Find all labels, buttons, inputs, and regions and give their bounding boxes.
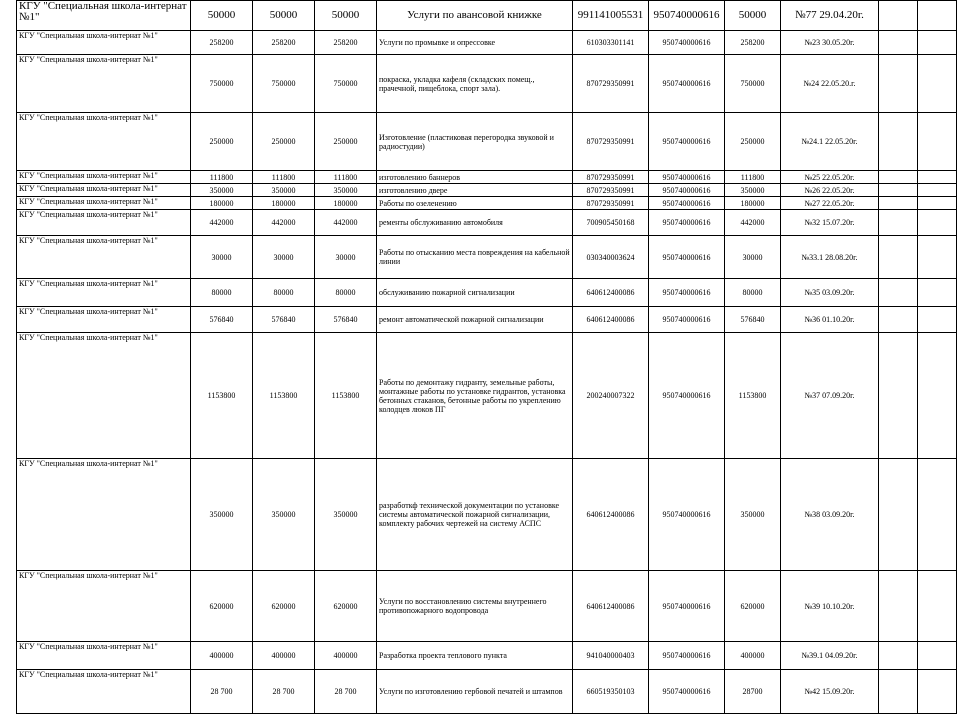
table-row — [17, 1, 957, 31]
document-number-cell: №25 22.05.20г. — [781, 171, 879, 184]
document-number-cell: №35 03.09.20г. — [781, 279, 879, 307]
total-amount-cell: 250000 — [725, 113, 781, 171]
table-row — [17, 571, 957, 642]
empty-cell — [879, 571, 918, 642]
organization-cell: КГУ "Специальная школа-интернат №1" — [17, 307, 191, 333]
organization-cell: КГУ "Специальная школа-интернат №1" — [17, 459, 191, 571]
document-number-cell: №26 22.05.20г. — [781, 184, 879, 197]
amount-paid-cell: 750000 — [315, 55, 377, 113]
amount-paid-cell: 400000 — [315, 642, 377, 670]
empty-cell — [879, 670, 918, 714]
empty-cell — [918, 197, 957, 210]
supplier-bin-cell: 640612400086 — [573, 459, 649, 571]
empty-cell — [918, 571, 957, 642]
empty-cell — [918, 55, 957, 113]
amount-contract-cell: 442000 — [253, 210, 315, 236]
amount-paid-cell: 250000 — [315, 113, 377, 171]
service-description-cell: Услуги по восстановлению системы внутреннего противопожарного водопровода — [377, 571, 573, 642]
empty-cell — [918, 184, 957, 197]
empty-cell — [879, 113, 918, 171]
amount-contract-cell: 576840 — [253, 307, 315, 333]
customer-bin-cell: 950740000616 — [649, 31, 725, 55]
supplier-bin-cell: 941040000403 — [573, 642, 649, 670]
amount-contract-cell: 258200 — [253, 31, 315, 55]
supplier-bin-cell: 870729350991 — [573, 197, 649, 210]
amount-paid-cell: 50000 — [315, 1, 377, 31]
amount-contract-cell: 28 700 — [253, 670, 315, 714]
service-description-cell: Услуги по промывке и опрессовке — [377, 31, 573, 55]
document-number-cell: №77 29.04.20г. — [781, 1, 879, 31]
supplier-bin-cell: 030340003624 — [573, 236, 649, 279]
empty-cell — [918, 279, 957, 307]
organization-cell: КГУ "Специальная школа-интернат №1" — [17, 113, 191, 171]
table-row — [17, 670, 957, 714]
empty-cell — [918, 459, 957, 571]
empty-cell — [918, 670, 957, 714]
empty-cell — [918, 210, 957, 236]
amount-planned-cell: 442000 — [191, 210, 253, 236]
table-row — [17, 210, 957, 236]
total-amount-cell: 258200 — [725, 31, 781, 55]
empty-cell — [879, 1, 918, 31]
empty-cell — [879, 184, 918, 197]
service-description-cell: покраска, укладка кафеля (складских помещ., прачечной, пищеблока, спорт зала). — [377, 55, 573, 113]
empty-cell — [879, 171, 918, 184]
service-description-cell: ременты обслуживанию автомобиля — [377, 210, 573, 236]
amount-planned-cell: 250000 — [191, 113, 253, 171]
amount-contract-cell: 180000 — [253, 197, 315, 210]
amount-planned-cell: 50000 — [191, 1, 253, 31]
customer-bin-cell: 950740000616 — [649, 571, 725, 642]
customer-bin-cell: 950740000616 — [649, 333, 725, 459]
supplier-bin-cell: 640612400086 — [573, 279, 649, 307]
amount-planned-cell: 180000 — [191, 197, 253, 210]
empty-cell — [879, 210, 918, 236]
service-description-cell: Работы по отысканию места повреждения на кабельной линии — [377, 236, 573, 279]
empty-cell — [879, 197, 918, 210]
document-number-cell: №37 07.09.20г. — [781, 333, 879, 459]
organization-cell: КГУ "Специальная школа-интернат №1" — [17, 171, 191, 184]
total-amount-cell: 28700 — [725, 670, 781, 714]
document-number-cell: №27 22.05.20г. — [781, 197, 879, 210]
empty-cell — [918, 171, 957, 184]
amount-planned-cell: 258200 — [191, 31, 253, 55]
service-description-cell: ремонт автоматической пожарной сигнализации — [377, 307, 573, 333]
organization-cell: КГУ "Специальная школа-интернат №1" — [17, 55, 191, 113]
service-description-cell: Услуги по изготовлению гербовой печатей и штампов — [377, 670, 573, 714]
customer-bin-cell: 950740000616 — [649, 307, 725, 333]
organization-cell: КГУ "Специальная школа-интернат №1" — [17, 184, 191, 197]
table-body — [17, 1, 957, 714]
empty-cell — [918, 642, 957, 670]
organization-cell: КГУ "Специальная школа-интернат №1" — [17, 31, 191, 55]
supplier-bin-cell: 870729350991 — [573, 184, 649, 197]
customer-bin-cell: 950740000616 — [649, 459, 725, 571]
supplier-bin-cell: 610303301141 — [573, 31, 649, 55]
organization-cell: КГУ "Специальная школа-интернат №1" — [17, 279, 191, 307]
amount-paid-cell: 80000 — [315, 279, 377, 307]
amount-paid-cell: 350000 — [315, 184, 377, 197]
amount-contract-cell: 400000 — [253, 642, 315, 670]
supplier-bin-cell: 640612400086 — [573, 307, 649, 333]
amount-contract-cell: 111800 — [253, 171, 315, 184]
total-amount-cell: 400000 — [725, 642, 781, 670]
amount-contract-cell: 620000 — [253, 571, 315, 642]
service-description-cell: Изготовление (пластиковая перегородка звуковой и радиостудии) — [377, 113, 573, 171]
amount-paid-cell: 576840 — [315, 307, 377, 333]
service-description-cell: разработкф технической документации по установке системы автоматической пожарной сигнализации, комплекту рабочих чертежей на систему АСПС — [377, 459, 573, 571]
supplier-bin-cell: 870729350991 — [573, 113, 649, 171]
table-row — [17, 307, 957, 333]
total-amount-cell: 620000 — [725, 571, 781, 642]
amount-paid-cell: 111800 — [315, 171, 377, 184]
organization-cell: КГУ "Специальная школа-интернат №1" — [17, 210, 191, 236]
supplier-bin-cell: 200240007322 — [573, 333, 649, 459]
organization-cell: КГУ "Специальная школа-интернат №1" — [17, 571, 191, 642]
empty-cell — [918, 1, 957, 31]
service-description-cell: обслуживанию пожарной сигнализации — [377, 279, 573, 307]
organization-cell: КГУ "Специальная школа-интернат №1" — [17, 670, 191, 714]
empty-cell — [879, 333, 918, 459]
amount-contract-cell: 50000 — [253, 1, 315, 31]
service-description-cell: изготовлению двере — [377, 184, 573, 197]
amount-planned-cell: 80000 — [191, 279, 253, 307]
table-row — [17, 459, 957, 571]
empty-cell — [879, 236, 918, 279]
customer-bin-cell: 950740000616 — [649, 236, 725, 279]
customer-bin-cell: 950740000616 — [649, 1, 725, 31]
document-number-cell: №39 10.10.20г. — [781, 571, 879, 642]
amount-planned-cell: 30000 — [191, 236, 253, 279]
empty-cell — [879, 307, 918, 333]
amount-planned-cell: 350000 — [191, 184, 253, 197]
table-row — [17, 184, 957, 197]
table-row — [17, 642, 957, 670]
total-amount-cell: 350000 — [725, 459, 781, 571]
total-amount-cell: 1153800 — [725, 333, 781, 459]
organization-cell: КГУ "Специальная школа-интернат №1" — [17, 642, 191, 670]
organization-cell: КГУ "Специальная школа-интернат №1" — [17, 236, 191, 279]
total-amount-cell: 576840 — [725, 307, 781, 333]
amount-contract-cell: 80000 — [253, 279, 315, 307]
customer-bin-cell: 950740000616 — [649, 171, 725, 184]
total-amount-cell: 750000 — [725, 55, 781, 113]
supplier-bin-cell: 991141005531 — [573, 1, 649, 31]
empty-cell — [918, 31, 957, 55]
empty-cell — [918, 333, 957, 459]
organization-cell: КГУ "Специальная школа-интернат №1" — [17, 1, 191, 31]
total-amount-cell: 180000 — [725, 197, 781, 210]
service-description-cell: Разработка проекта теплового пункта — [377, 642, 573, 670]
table-row — [17, 197, 957, 210]
organization-cell: КГУ "Специальная школа-интернат №1" — [17, 333, 191, 459]
amount-planned-cell: 750000 — [191, 55, 253, 113]
amount-paid-cell: 30000 — [315, 236, 377, 279]
service-description-cell: Работы по демонтажу гидранту, земельные работы, монтажные работы по установке гидрантов, установка бетонных стаканов, бетонные работы по укреплению колодцев люков ПГ — [377, 333, 573, 459]
amount-contract-cell: 350000 — [253, 184, 315, 197]
table-row — [17, 279, 957, 307]
amount-planned-cell: 111800 — [191, 171, 253, 184]
total-amount-cell: 442000 — [725, 210, 781, 236]
table-row — [17, 113, 957, 171]
supplier-bin-cell: 660519350103 — [573, 670, 649, 714]
supplier-bin-cell: 640612400086 — [573, 571, 649, 642]
amount-planned-cell: 350000 — [191, 459, 253, 571]
table-row — [17, 55, 957, 113]
document-number-cell: №24 22.05.20.г. — [781, 55, 879, 113]
supplier-bin-cell: 870729350991 — [573, 171, 649, 184]
customer-bin-cell: 950740000616 — [649, 184, 725, 197]
amount-planned-cell: 576840 — [191, 307, 253, 333]
total-amount-cell: 30000 — [725, 236, 781, 279]
amount-contract-cell: 30000 — [253, 236, 315, 279]
amount-planned-cell: 28 700 — [191, 670, 253, 714]
amount-planned-cell: 400000 — [191, 642, 253, 670]
table-row — [17, 333, 957, 459]
document-number-cell: №38 03.09.20г. — [781, 459, 879, 571]
procurement-table — [16, 0, 957, 714]
organization-cell: КГУ "Специальная школа-интернат №1" — [17, 197, 191, 210]
amount-contract-cell: 1153800 — [253, 333, 315, 459]
empty-cell — [879, 55, 918, 113]
empty-cell — [879, 279, 918, 307]
amount-planned-cell: 1153800 — [191, 333, 253, 459]
amount-contract-cell: 350000 — [253, 459, 315, 571]
customer-bin-cell: 950740000616 — [649, 113, 725, 171]
amount-paid-cell: 620000 — [315, 571, 377, 642]
service-description-cell: Работы по озеленению — [377, 197, 573, 210]
amount-contract-cell: 250000 — [253, 113, 315, 171]
customer-bin-cell: 950740000616 — [649, 210, 725, 236]
customer-bin-cell: 950740000616 — [649, 279, 725, 307]
total-amount-cell: 50000 — [725, 1, 781, 31]
document-number-cell: №36 01.10.20г. — [781, 307, 879, 333]
total-amount-cell: 111800 — [725, 171, 781, 184]
document-number-cell: №42 15.09.20г. — [781, 670, 879, 714]
amount-paid-cell: 442000 — [315, 210, 377, 236]
supplier-bin-cell: 870729350991 — [573, 55, 649, 113]
empty-cell — [879, 31, 918, 55]
amount-paid-cell: 258200 — [315, 31, 377, 55]
document-number-cell: №39.1 04.09.20г. — [781, 642, 879, 670]
amount-planned-cell: 620000 — [191, 571, 253, 642]
table-row — [17, 31, 957, 55]
empty-cell — [918, 236, 957, 279]
customer-bin-cell: 950740000616 — [649, 197, 725, 210]
amount-paid-cell: 180000 — [315, 197, 377, 210]
total-amount-cell: 80000 — [725, 279, 781, 307]
empty-cell — [918, 113, 957, 171]
table-row — [17, 236, 957, 279]
amount-paid-cell: 1153800 — [315, 333, 377, 459]
document-number-cell: №24.1 22.05.20г. — [781, 113, 879, 171]
customer-bin-cell: 950740000616 — [649, 670, 725, 714]
document-number-cell: №33.1 28.08.20г. — [781, 236, 879, 279]
supplier-bin-cell: 700905450168 — [573, 210, 649, 236]
customer-bin-cell: 950740000616 — [649, 55, 725, 113]
empty-cell — [879, 459, 918, 571]
document-number-cell: №23 30.05.20г. — [781, 31, 879, 55]
table-row — [17, 171, 957, 184]
total-amount-cell: 350000 — [725, 184, 781, 197]
empty-cell — [879, 642, 918, 670]
amount-paid-cell: 28 700 — [315, 670, 377, 714]
service-description-cell: Услуги по авансовой книжке — [377, 1, 573, 31]
service-description-cell: изготовлению баннеров — [377, 171, 573, 184]
document-number-cell: №32 15.07.20г. — [781, 210, 879, 236]
empty-cell — [918, 307, 957, 333]
amount-paid-cell: 350000 — [315, 459, 377, 571]
amount-contract-cell: 750000 — [253, 55, 315, 113]
customer-bin-cell: 950740000616 — [649, 642, 725, 670]
